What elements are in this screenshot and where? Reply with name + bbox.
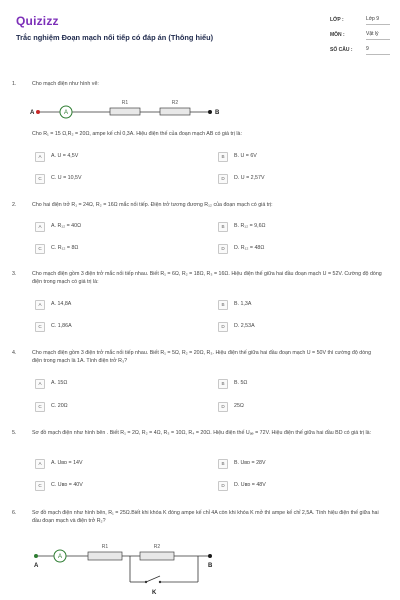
meta-value-subject: Vật lý (366, 31, 390, 40)
answer-option[interactable]: C C. U = 10,5V (35, 174, 175, 184)
answer-option[interactable]: D 25Ω (218, 402, 358, 412)
answer-option[interactable]: B B. U = 6V (218, 152, 358, 162)
answer-option[interactable]: D D. Uʙᴅ = 48V (218, 481, 358, 491)
answer-option[interactable]: A A. R₁₂ = 40Ω (35, 222, 175, 232)
answer-option[interactable]: A A. 15Ω (35, 379, 175, 389)
question-6-text: Sơ đồ mạch điện như hình bên, R₁ = 25Ω.Biết khi khóa K đóng ampe kế chỉ 4A còn khi khóa K mở thì ampe kế chỉ 2,5A. Tính hiệu điện thế giữa hai đầu đoạn mạch và điện trở R₂? (32, 510, 379, 525)
question-4-text: Cho mạch điện gồm 3 điện trở mắc nối tiếp nhau. Biết R₁ = 5Ω, R₂ = 20Ω, R₃. Hiệu điện thế giữa hai đầu đoạn mạch U = 50V thì cường độ dòng điện trong mạch là 1A. Tính điện trở R₃? (32, 350, 372, 365)
switch-label: K (152, 590, 157, 596)
question-number: 2. (12, 202, 17, 208)
meta-value-count: 9 (366, 46, 390, 55)
answer-option[interactable]: B B. R₁₂ = 9,6Ω (218, 222, 358, 232)
answer-option[interactable]: A A. U = 4,5V (35, 152, 175, 162)
quizizz-logo: Quizizz (16, 14, 59, 28)
meta-value-class: Lớp 9 (366, 16, 390, 25)
answer-option[interactable]: C C. 20Ω (35, 402, 175, 412)
question-1-lead: Cho mạch điện như hình vẽ: (32, 81, 99, 87)
answer-option[interactable]: B B. 1,3A (218, 300, 358, 310)
question-3-text: Cho mạch điện gồm 3 điện trở mắc nối tiếp nhau. Biết R₁ = 6Ω, R₂ = 18Ω, R₃ = 16Ω. Hiệu điện thế giữa hai đầu đoạn mạch U = 52V. Cường độ dòng điện trong mạch có giá trị là: (32, 271, 382, 286)
point-b-label: B (215, 110, 220, 116)
answer-option[interactable]: D D. U = 2,57V (218, 174, 358, 184)
worksheet-header (0, 0, 400, 62)
point-a-label: A (34, 563, 39, 569)
question-number: 4. (12, 350, 17, 356)
circuit-diagram-q1 (30, 94, 230, 124)
answer-option[interactable]: C C. R₁₂ = 8Ω (35, 244, 175, 254)
r2-label: R2 (153, 544, 161, 550)
r2-label: R2 (171, 100, 179, 106)
question-number: 1. (12, 81, 17, 87)
ammeter-label: A (57, 554, 63, 561)
answer-option[interactable]: A A. Uʙᴅ = 14V (35, 459, 175, 469)
meta-label-count: SỐ CÂU : (330, 47, 353, 53)
meta-label-class: LỚP : (330, 17, 344, 23)
r1-label: R1 (121, 100, 129, 106)
page-title: Trắc nghiệm Đoạn mạch nối tiếp có đáp án (Thông hiểu) (16, 33, 214, 42)
question-5-text: Sơ đồ mạch điện như hình bên . Biết R₁ = 2Ω, R₂ = 4Ω, R₃ = 10Ω, R₄ = 20Ω. Hiệu điện thế Uₐₑ = 72V. Hiệu điện thế giữa hai đầu BD có giá trị là: (32, 430, 372, 436)
circuit-diagram-q6 (28, 534, 228, 598)
question-number: 6. (12, 510, 17, 516)
question-2-text: Cho hai điện trở R₁ = 24Ω, R₂ = 16Ω mắc nối tiếp. Điện trở tương đương R₁₂ của đoạn mạch có giá trị: (32, 202, 273, 208)
answer-option[interactable]: B B. Uʙᴅ = 28V (218, 459, 358, 469)
question-number: 5. (12, 430, 17, 436)
answer-option[interactable]: C C. 1,86A (35, 322, 175, 332)
point-a-label: A (30, 110, 35, 116)
answer-option[interactable]: B B. 5Ω (218, 379, 358, 389)
meta-label-subject: MÔN : (330, 32, 345, 38)
answer-option[interactable]: A A. 14,8A (35, 300, 175, 310)
point-b-label: B (208, 563, 213, 569)
ammeter-label: A (63, 110, 69, 117)
question-number: 3. (12, 271, 17, 277)
r1-label: R1 (101, 544, 109, 550)
answer-option[interactable]: D D. R₁₂ = 48Ω (218, 244, 358, 254)
question-1-text: Cho R₁ = 15 Ω,R₂ = 20Ω, ampe kế chỉ 0,3A. Hiệu điện thế của đoạn mạch AB có giá trị là: (32, 131, 242, 137)
answer-option[interactable]: C C. Uʙᴅ = 40V (35, 481, 175, 491)
answer-option[interactable]: D D. 2,53A (218, 322, 358, 332)
